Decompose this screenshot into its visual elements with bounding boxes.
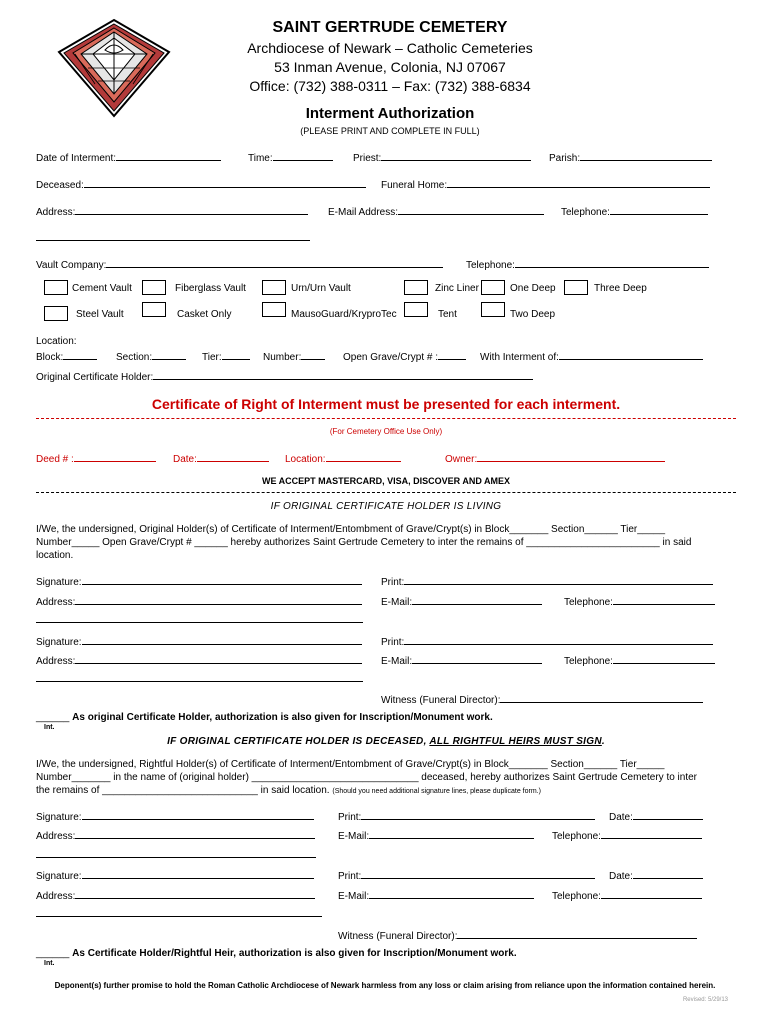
casket-only-checkbox[interactable] — [142, 302, 166, 317]
deed-date-label: Date: — [173, 454, 197, 465]
open-grave-field — [343, 349, 466, 363]
vault-company-label: Vault Company: — [36, 260, 107, 271]
living-address-1-field — [36, 594, 362, 608]
living-print-2-field — [381, 634, 713, 648]
instructions: (PLEASE PRINT AND COMPLETE IN FULL) — [300, 126, 480, 136]
living-paragraph-line-3: location. — [36, 550, 74, 561]
heir-telephone-2-field — [552, 888, 702, 902]
heir-signature-2-input[interactable] — [82, 868, 314, 879]
with-interment-field — [480, 349, 703, 363]
parish-input[interactable] — [580, 150, 712, 161]
heir-date-2-input[interactable] — [633, 868, 703, 879]
living-telephone-1-input[interactable] — [613, 594, 715, 605]
living-email-1-input[interactable] — [412, 594, 542, 605]
heir-address-1-line-2[interactable] — [36, 857, 316, 858]
number-input[interactable] — [301, 349, 325, 360]
living-print-1-input[interactable] — [404, 574, 713, 585]
living-signature-2-field — [36, 634, 362, 648]
living-signature-1-field — [36, 574, 362, 588]
living-witness-input[interactable] — [500, 692, 703, 703]
address-label: Address: — [36, 656, 76, 667]
archdiocese-line: Archdiocese of Newark – Catholic Cemeteries — [247, 40, 533, 56]
deceased-heading — [36, 736, 736, 747]
email-label: E-Mail: — [338, 891, 370, 902]
heir-date-1-field — [609, 809, 703, 823]
print-label: Print: — [338, 871, 362, 882]
deed-label: Deed # : — [36, 454, 74, 465]
heir-authorization — [36, 948, 517, 959]
tent-label: Tent — [438, 309, 457, 320]
email-label: E-Mail: — [338, 831, 370, 842]
heir-auth-initial-blank[interactable]: ______ — [36, 948, 70, 959]
funeral-home-label: Funeral Home: — [381, 180, 448, 191]
urn-vault-checkbox[interactable] — [262, 280, 286, 295]
vault-company-input[interactable] — [106, 257, 443, 268]
open-grave-label: Open Grave/Crypt # : — [343, 352, 439, 363]
deed-location-label: Location: — [285, 454, 326, 465]
deceased-field — [36, 177, 366, 191]
date-label: Date: — [609, 871, 633, 882]
vault-company-field — [36, 257, 443, 271]
living-paragraph-line-1: I/We, the undersigned, Original Holder(s) of Certificate of Interment/Entombment of Grave/Crypt(s) in Block_______ Section______ Tier_____ — [36, 524, 666, 535]
duplicate-form-note: (Should you need additional signature lines, please duplicate form.) — [332, 788, 541, 795]
zinc-liner-label: Zinc Liner — [435, 283, 479, 294]
living-email-2-input[interactable] — [412, 653, 542, 664]
heir-telephone-1-input[interactable] — [601, 828, 702, 839]
living-telephone-2-field — [564, 653, 715, 667]
address-label: Address: — [36, 831, 76, 842]
deceased-input[interactable] — [84, 177, 366, 188]
deceased-label: Deceased: — [36, 180, 84, 191]
signature-label: Signature: — [36, 871, 82, 882]
living-address-2-line-2[interactable] — [36, 681, 363, 682]
fiberglass-vault-checkbox[interactable] — [142, 280, 166, 295]
heir-witness-field — [338, 928, 697, 942]
archdiocese-logo — [55, 18, 173, 118]
living-address-1-line-2[interactable] — [36, 622, 363, 623]
signature-label: Signature: — [36, 577, 82, 588]
steel-vault-checkbox[interactable] — [44, 306, 68, 321]
living-int-label: Int. — [44, 724, 55, 731]
email-address-input[interactable] — [398, 204, 544, 215]
living-authorization — [36, 712, 493, 723]
heir-address-2-input[interactable] — [75, 888, 315, 899]
telephone-label: Telephone: — [552, 891, 601, 902]
cemetery-name: SAINT GERTRUDE CEMETERY — [272, 19, 508, 36]
steel-vault-label: Steel Vault — [76, 309, 124, 320]
deed-location-input[interactable] — [326, 451, 401, 462]
living-paragraph-line-2: Number_____ Open Grave/Crypt # ______ hereby authorizes Saint Gertrude Cemetery to inter the remains of ________________________ in said — [36, 537, 692, 548]
deceased-paragraph-line-3a: the remains of ____________________________ in said location. — [36, 785, 330, 796]
living-signature-1-input[interactable] — [82, 574, 362, 585]
owner-field — [445, 451, 665, 465]
owner-input[interactable] — [477, 451, 665, 462]
heir-int-label: Int. — [44, 960, 55, 967]
heir-address-1-input[interactable] — [75, 828, 315, 839]
form-title: Interment Authorization — [305, 105, 475, 122]
heir-print-1-input[interactable] — [361, 809, 595, 820]
date-of-interment-field — [36, 150, 221, 164]
phone-fax-line: Office: (732) 388-0311 – Fax: (732) 388-6834 — [249, 78, 531, 94]
priest-field — [353, 150, 531, 164]
date-of-interment-input[interactable] — [116, 150, 221, 161]
section-label: Section: — [116, 352, 153, 363]
time-field — [248, 150, 333, 164]
heir-email-2-input[interactable] — [369, 888, 534, 899]
deed-input[interactable] — [74, 451, 156, 462]
date-of-interment-label: Date of Interment: — [36, 153, 117, 164]
heir-print-1-field — [338, 809, 595, 823]
two-deep-label: Two Deep — [510, 309, 556, 320]
deceased-heading-part-1: IF ORIGINAL CERTIFICATE HOLDER IS DECEASED, — [167, 736, 430, 747]
divider-1 — [36, 492, 736, 493]
address-label: Address: — [36, 207, 76, 218]
address-label: Address: — [36, 891, 76, 902]
fiberglass-vault-label: Fiberglass Vault — [175, 283, 246, 294]
deceased-paragraph-line-3 — [36, 785, 541, 796]
heir-auth-text: As Certificate Holder/Rightful Heir, authorization is also given for Inscription/Monument work. — [72, 948, 517, 959]
two-deep-checkbox[interactable] — [481, 302, 505, 317]
casket-only-label: Casket Only — [177, 309, 232, 320]
with-interment-label: With Interment of: — [480, 352, 559, 363]
revised-date: Revised: 5/29/13 — [682, 997, 728, 1003]
address-field — [36, 204, 308, 218]
print-label: Print: — [381, 637, 405, 648]
with-interment-input[interactable] — [559, 349, 703, 360]
divider-red — [36, 418, 736, 419]
telephone-label: Telephone: — [561, 207, 610, 218]
block-label: Block: — [36, 352, 64, 363]
email-label: E-Mail: — [381, 597, 413, 608]
heir-address-1-field — [36, 828, 315, 842]
tier-input[interactable] — [222, 349, 250, 360]
deed-location-field — [285, 451, 401, 465]
deceased-paragraph-line-2: Number_______ in the name of (original holder) ______________________________ deceased, hereby authorizes Saint Gertrude Cemetery to inter — [36, 772, 698, 783]
heir-address-2-field — [36, 888, 315, 902]
priest-input[interactable] — [381, 150, 531, 161]
telephone-input[interactable] — [610, 204, 708, 215]
living-email-1-field — [381, 594, 542, 608]
vault-telephone-field — [466, 257, 709, 271]
living-auth-text: As original Certificate Holder, authorization is also given for Inscription/Monument work. — [72, 712, 493, 723]
telephone-label: Telephone: — [564, 597, 613, 608]
block-input[interactable] — [63, 349, 97, 360]
heir-print-2-input[interactable] — [361, 868, 595, 879]
one-deep-label: One Deep — [510, 283, 556, 294]
email-address-field — [328, 204, 544, 218]
open-grave-input[interactable] — [438, 349, 466, 360]
living-address-2-field — [36, 653, 362, 667]
signature-label: Signature: — [36, 812, 82, 823]
heir-address-2-line-2[interactable] — [36, 916, 322, 917]
office-use-note: (For Cemetery Office Use Only) — [329, 427, 443, 436]
heir-date-1-input[interactable] — [633, 809, 703, 820]
email-label: E-Mail: — [381, 656, 413, 667]
living-print-2-input[interactable] — [404, 634, 713, 645]
parish-label: Parish: — [549, 153, 581, 164]
address-line-2-input[interactable] — [36, 240, 310, 241]
block-field — [36, 349, 97, 363]
witness-label: Witness (Funeral Director): — [381, 695, 501, 706]
original-holder-field — [36, 369, 533, 383]
tier-label: Tier: — [202, 352, 222, 363]
urn-vault-label: Urn/Urn Vault — [291, 283, 351, 294]
certificate-notice: Certificate of Right of Interment must be presented for each interment. — [151, 396, 621, 412]
priest-label: Priest: — [353, 153, 382, 164]
one-deep-checkbox[interactable] — [481, 280, 505, 295]
telephone-field — [561, 204, 708, 218]
deceased-paragraph-line-1: I/We, the undersigned, Rightful Holder(s) of Certificate of Interment/Entombment of Grave/Crypt(s) in Block_______ Section______ Tier_____ — [36, 759, 665, 770]
section-field — [116, 349, 186, 363]
living-telephone-2-input[interactable] — [613, 653, 715, 664]
payment-notice: WE ACCEPT MASTERCARD, VISA, DISCOVER AND AMEX — [261, 476, 510, 486]
deceased-heading-part-3: . — [601, 736, 605, 747]
three-deep-label: Three Deep — [594, 283, 647, 294]
address-line: 53 Inman Avenue, Colonia, NJ 07067 — [274, 59, 506, 75]
living-address-2-input[interactable] — [75, 653, 362, 664]
time-input[interactable] — [273, 150, 333, 161]
living-telephone-1-field — [564, 594, 715, 608]
telephone-label: Telephone: — [552, 831, 601, 842]
address-label: Address: — [36, 597, 76, 608]
heir-email-1-field — [338, 828, 534, 842]
number-label: Number: — [263, 352, 302, 363]
deed-date-field — [173, 451, 269, 465]
date-label: Date: — [609, 812, 633, 823]
heir-signature-1-field — [36, 809, 314, 823]
print-label: Print: — [338, 812, 362, 823]
print-label: Print: — [381, 577, 405, 588]
cement-vault-label: Cement Vault — [72, 283, 132, 294]
living-address-1-input[interactable] — [75, 594, 362, 605]
deed-date-input[interactable] — [197, 451, 269, 462]
heir-print-2-field — [338, 868, 595, 882]
tier-field — [202, 349, 250, 363]
heir-email-1-input[interactable] — [369, 828, 534, 839]
location-label: Location: — [36, 336, 77, 347]
original-holder-input[interactable] — [153, 369, 533, 380]
living-email-2-field — [381, 653, 542, 667]
living-heading: IF ORIGINAL CERTIFICATE HOLDER IS LIVING — [270, 501, 502, 512]
living-signature-2-input[interactable] — [82, 634, 362, 645]
vault-telephone-input[interactable] — [515, 257, 709, 268]
vault-telephone-label: Telephone: — [466, 260, 515, 271]
witness-label: Witness (Funeral Director): — [338, 931, 458, 942]
funeral-home-input[interactable] — [447, 177, 710, 188]
email-address-label: E-Mail Address: — [328, 207, 399, 218]
deceased-heading-part-2: ALL RIGHTFUL HEIRS MUST SIGN — [429, 736, 602, 747]
zinc-liner-checkbox[interactable] — [404, 280, 428, 295]
heir-telephone-1-field — [552, 828, 702, 842]
mausoguard-label: MausoGuard/KryproTec — [291, 309, 397, 320]
heir-telephone-2-input[interactable] — [601, 888, 702, 899]
three-deep-checkbox[interactable] — [564, 280, 588, 295]
heir-signature-2-field — [36, 868, 314, 882]
tent-checkbox[interactable] — [404, 302, 428, 317]
time-label: Time: — [248, 153, 273, 164]
heir-date-2-field — [609, 868, 703, 882]
deponent-statement: Deponent(s) further promise to hold the Roman Catholic Archdiocese of Newark harmless from any loss or claim arising from reliance upon the information contained herein. — [54, 981, 716, 990]
number-field — [263, 349, 325, 363]
address-input[interactable] — [75, 204, 308, 215]
living-witness-field — [381, 692, 703, 706]
parish-field — [549, 150, 712, 164]
funeral-home-field — [381, 177, 710, 191]
owner-label: Owner: — [445, 454, 478, 465]
section-input[interactable] — [152, 349, 186, 360]
living-auth-initial-blank[interactable]: ______ — [36, 712, 70, 723]
heir-witness-input[interactable] — [457, 928, 697, 939]
heir-email-2-field — [338, 888, 534, 902]
cement-vault-checkbox[interactable] — [44, 280, 68, 295]
heir-signature-1-input[interactable] — [82, 809, 314, 820]
living-print-1-field — [381, 574, 713, 588]
original-holder-label: Original Certificate Holder: — [36, 372, 154, 383]
deed-field — [36, 451, 156, 465]
telephone-label: Telephone: — [564, 656, 613, 667]
mausoguard-checkbox[interactable] — [262, 302, 286, 317]
signature-label: Signature: — [36, 637, 82, 648]
